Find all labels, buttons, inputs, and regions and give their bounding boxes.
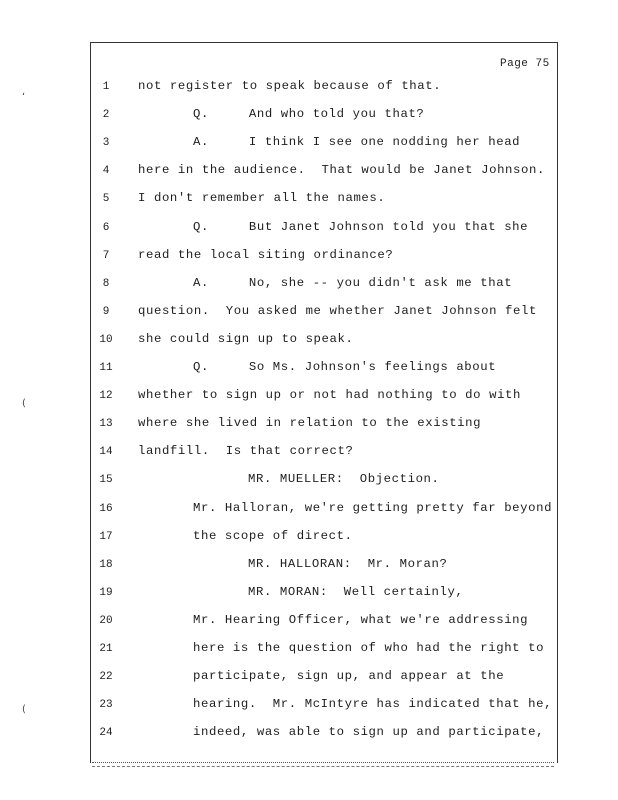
line-text: she could sign up to speak.	[138, 331, 354, 346]
margin-mark-bottom: (	[22, 704, 26, 715]
line-text: MR. MORAN: Well certainly,	[248, 584, 464, 599]
line-number: 11	[99, 362, 113, 374]
line-text: here in the audience. That would be Janet Johnson.	[138, 163, 545, 178]
transcript-line	[0, 275, 618, 293]
line-text: question. You asked me whether Janet Johnson felt	[138, 303, 537, 318]
line-text: Mr. Halloran, we're getting pretty far beyond	[193, 500, 553, 515]
line-number: 23	[99, 699, 113, 712]
line-number: 12	[99, 390, 113, 403]
page-number: Page 75	[500, 58, 550, 70]
transcript-line	[0, 247, 618, 265]
line-text: Q. But Janet Johnson told you that she	[193, 219, 529, 234]
transcript-line	[0, 415, 618, 433]
line-text: A. No, she -- you didn't ask me that	[193, 275, 513, 290]
line-number: 10	[99, 333, 113, 346]
transcript-line	[0, 668, 618, 686]
line-number: 9	[102, 305, 110, 318]
line-number: 13	[99, 418, 113, 431]
transcript-line	[0, 696, 618, 714]
line-number: 7	[102, 249, 110, 262]
transcript-line	[0, 359, 618, 377]
line-number: 14	[99, 446, 113, 459]
transcript-line	[0, 162, 618, 180]
line-text: Mr. Hearing Officer, what we're addressing	[193, 612, 529, 627]
line-text: MR. MUELLER: Objection.	[248, 472, 440, 487]
transcript-line	[0, 78, 618, 96]
transcript-line	[0, 584, 618, 602]
line-number: 15	[99, 474, 113, 487]
line-text: whether to sign up or not had nothing to do with	[138, 388, 522, 403]
line-number: 22	[99, 671, 113, 684]
line-text: A. I think I see one nodding her head	[193, 135, 521, 150]
line-number: 3	[102, 137, 110, 150]
line-text: landfill. Is that correct?	[138, 444, 354, 459]
line-number: 5	[102, 193, 110, 206]
transcript-line	[0, 724, 618, 742]
line-text: where she lived in relation to the existing	[138, 416, 482, 431]
line-number: 2	[102, 109, 110, 122]
transcript-line	[0, 500, 618, 518]
transcript-line	[0, 640, 618, 658]
bottom-rule	[92, 762, 554, 767]
line-text: participate, sign up, and appear at the	[193, 669, 505, 684]
margin-mark-middle: (	[22, 398, 26, 409]
line-number: 4	[102, 165, 110, 178]
transcript-line	[0, 134, 618, 152]
line-text: I don't remember all the names.	[138, 191, 386, 206]
line-number: 19	[99, 586, 113, 599]
line-text: the scope of direct.	[193, 528, 353, 543]
transcript-line	[0, 303, 618, 321]
line-number: 18	[99, 558, 113, 571]
transcript-line	[0, 190, 618, 208]
line-text: here is the question of who had the right to	[193, 641, 545, 655]
transcript-line	[0, 471, 618, 489]
line-text: read the local siting ordinance?	[138, 247, 394, 262]
line-number: 1	[102, 81, 110, 93]
line-number: 17	[99, 530, 113, 543]
transcript-line	[0, 443, 618, 461]
line-text: MR. HALLORAN: Mr. Moran?	[248, 556, 448, 571]
line-number: 20	[99, 614, 113, 627]
line-number: 21	[99, 643, 113, 655]
line-text: Q. And who told you that?	[193, 107, 425, 122]
transcript-line	[0, 219, 618, 237]
transcript-line	[0, 556, 618, 574]
transcript-line	[0, 387, 618, 409]
line-text: not register to speak because of that.	[138, 79, 442, 93]
line-text: Q. So Ms. Johnson's feelings about	[193, 360, 497, 374]
transcript-line	[0, 106, 618, 124]
line-text: hearing. Mr. McIntyre has indicated that he,	[193, 697, 553, 712]
line-number: 8	[102, 277, 110, 290]
transcript-line	[0, 612, 618, 630]
line-number: 16	[99, 502, 113, 515]
line-number: 6	[102, 221, 110, 234]
transcript-line	[0, 331, 618, 349]
transcript-line	[0, 528, 618, 546]
line-number: 24	[99, 727, 113, 740]
line-text: indeed, was able to sign up and participate,	[193, 725, 545, 740]
margin-mark-top: ʻ	[22, 92, 26, 103]
